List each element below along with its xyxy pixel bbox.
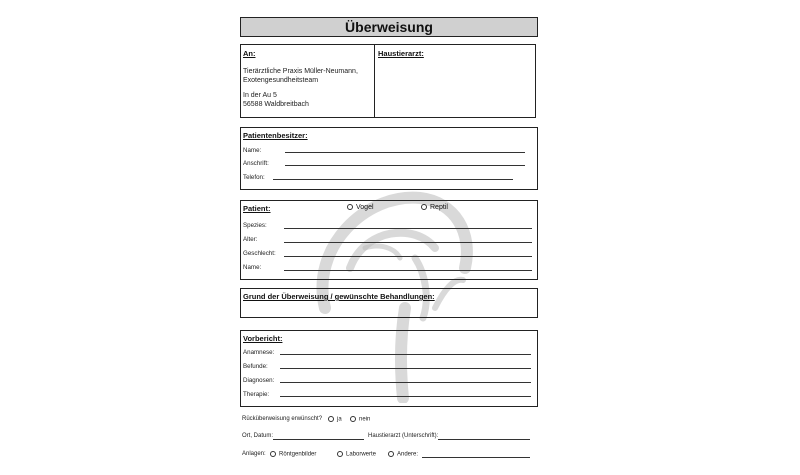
diagnosen-label: Diagnosen: <box>243 377 275 384</box>
address-box <box>240 44 536 118</box>
attachment-xray-option[interactable]: Röntgenbilder <box>270 451 316 458</box>
other-radio-icon <box>388 451 394 457</box>
patient-header: Patient: <box>243 204 271 213</box>
owner-address-label: Anschrift: <box>243 160 269 167</box>
option-reptil[interactable]: Reptil <box>421 204 448 211</box>
vogel-radio-icon <box>347 204 353 210</box>
an-header: An: <box>243 49 256 58</box>
owner-phone-label: Telefon: <box>243 174 265 181</box>
attachment-lab-option[interactable]: Laborwerte <box>337 451 376 458</box>
age-field[interactable] <box>284 242 532 243</box>
history-header: Vorbericht: <box>243 334 283 343</box>
therapie-field[interactable] <box>280 396 531 397</box>
practice-name-line1: Tierärztliche Praxis Müller-Neumann, <box>243 68 358 75</box>
age-label: Alter: <box>243 236 258 243</box>
befunde-field[interactable] <box>280 368 531 369</box>
return-yes-option[interactable]: ja <box>328 416 342 423</box>
attachment-other-option[interactable]: Andere: <box>388 451 418 458</box>
page-title: Überweisung <box>240 17 538 37</box>
return-no-radio-icon <box>350 416 356 422</box>
return-no-option[interactable]: nein <box>350 416 370 423</box>
haustierarzt-header: Haustierarzt: <box>378 49 424 58</box>
practice-name-line2: Exotengesundheitsteam <box>243 77 319 84</box>
xray-radio-icon <box>270 451 276 457</box>
species-label: Spezies: <box>243 222 267 229</box>
reason-box[interactable] <box>240 288 538 318</box>
practice-city: 56588 Waldbreitbach <box>243 101 309 108</box>
species-field[interactable] <box>284 228 532 229</box>
sex-field[interactable] <box>284 256 532 257</box>
return-question: Rücküberweisung erwünscht? <box>242 416 323 422</box>
signature-label: Haustierarzt (Unterschrift): <box>368 433 439 439</box>
therapie-label: Therapie: <box>243 391 270 398</box>
patient-name-label: Name: <box>243 264 262 271</box>
attachment-other-field[interactable] <box>422 457 530 458</box>
history-box <box>240 330 538 407</box>
owner-address-field[interactable] <box>285 165 525 166</box>
owner-name-field[interactable] <box>285 152 525 153</box>
place-date-field[interactable] <box>273 439 364 440</box>
return-yes-radio-icon <box>328 416 334 422</box>
practice-street: In der Au 5 <box>243 92 277 99</box>
diagnosen-field[interactable] <box>280 382 531 383</box>
option-vogel[interactable]: Vogel <box>347 204 374 211</box>
attachments-label: Anlagen: <box>242 451 266 457</box>
patient-box <box>240 200 538 280</box>
owner-phone-field[interactable] <box>273 179 513 180</box>
sex-label: Geschlecht: <box>243 250 276 257</box>
lab-radio-icon <box>337 451 343 457</box>
befunde-label: Befunde: <box>243 363 268 370</box>
signature-field[interactable] <box>438 439 530 440</box>
anamnese-label: Anamnese: <box>243 349 275 356</box>
anamnese-field[interactable] <box>280 354 531 355</box>
patient-name-field[interactable] <box>284 270 532 271</box>
reptil-radio-icon <box>421 204 427 210</box>
place-date-label: Ort, Datum: <box>242 433 274 439</box>
owner-header: Patientenbesitzer: <box>243 131 308 140</box>
owner-name-label: Name: <box>243 147 262 154</box>
owner-box <box>240 127 538 190</box>
reason-header: Grund der Überweisung / gewünschte Behandlungen: <box>243 292 435 301</box>
